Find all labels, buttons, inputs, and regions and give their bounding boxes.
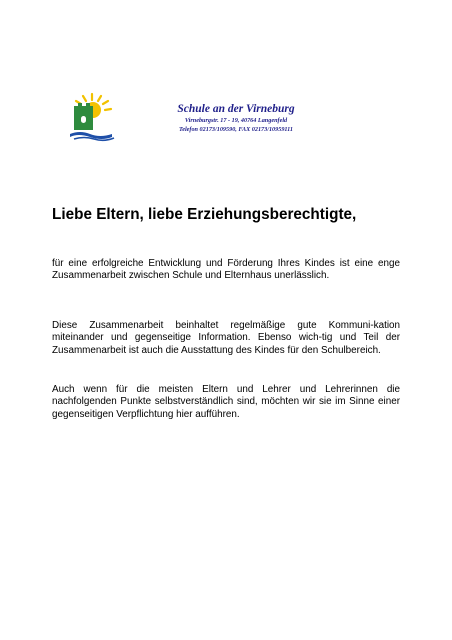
school-name: Schule an der Virneburg <box>177 103 295 115</box>
paragraph-1: für eine erfolgreiche Entwicklung und Förderung Ihres Kindes ist eine enge Zusammenarbeit zwischen Schule und Elternhaus unerlässlich. <box>52 258 400 282</box>
paragraph-3: Auch wenn für die meisten Eltern und Lehrer und Lehrerinnen die nachfolgenden Punkte selbstverständlich sind, möchten wir sie im Sinne einer gegenseitigen Verpflichtung hier aufführen. <box>52 384 400 420</box>
paragraph-2: Diese Zusammenarbeit beinhaltet regelmäßige gute Kommuni-kation miteinander und gegenseitige Information. Ebenso wich-tig und Teil der Zusammenarbeit ist auch die Ausstattung des Kindes für den Schulbereich. <box>52 320 400 356</box>
school-logo-icon <box>66 90 118 142</box>
letterhead <box>150 102 322 134</box>
salutation-heading: Liebe Eltern, liebe Erziehungsberechtigte, <box>52 206 357 223</box>
school-address: Virneburgstr. 17 - 19, 40764 Langenfeld <box>184 117 288 124</box>
school-phone-fax: Telefon 02173/109590, FAX 02173/10959111 <box>178 126 294 133</box>
